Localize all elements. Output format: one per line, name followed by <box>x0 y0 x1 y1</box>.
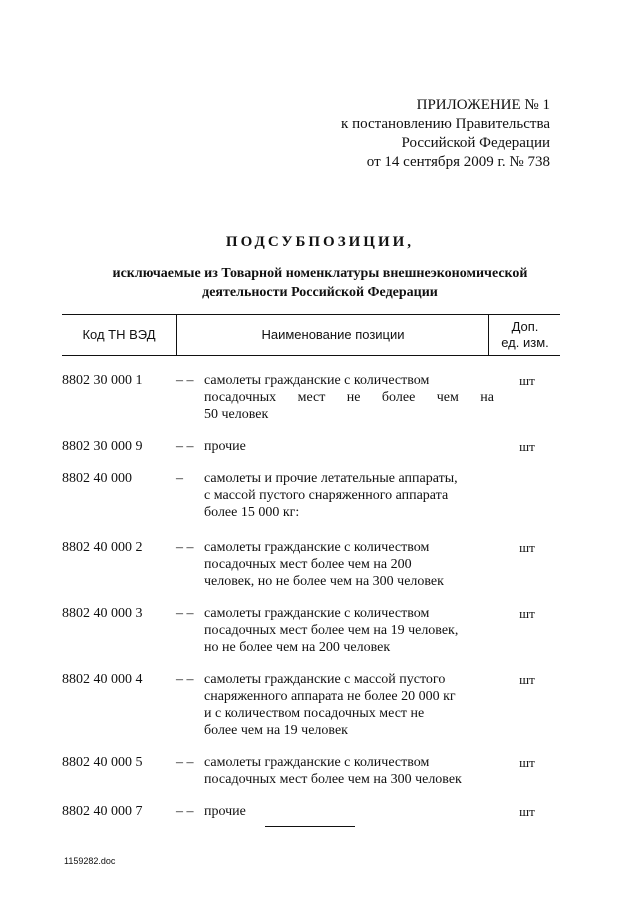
row-name <box>176 438 494 455</box>
table-row <box>62 470 560 521</box>
row-unit: шт <box>519 755 535 770</box>
row-name <box>176 671 494 739</box>
row-unit: шт <box>519 373 535 388</box>
row-name-line: посадочных мест более чем на 300 человек <box>204 772 462 787</box>
table-row <box>62 754 560 788</box>
row-unit: шт <box>519 439 535 454</box>
row-dash: – – <box>176 672 194 687</box>
row-name <box>176 754 494 788</box>
row-name <box>176 605 494 656</box>
row-name-line: самолеты и прочие летательные аппараты, <box>204 471 458 486</box>
row-name-line: более 15 000 кг: <box>204 505 300 520</box>
end-divider <box>265 826 355 827</box>
row-name-line: посадочных мест не более чем на <box>204 390 494 405</box>
row-name-line: самолеты гражданские с количеством <box>204 755 430 770</box>
row-name-line: снаряженного аппарата не более 20 000 кг <box>204 689 456 704</box>
row-name-text <box>204 470 494 521</box>
column-header-name: Наименование позиции <box>176 315 489 355</box>
row-name-text <box>204 438 494 455</box>
row-name <box>176 539 494 590</box>
appendix-date-number: от 14 сентября 2009 г. № 738 <box>366 154 550 170</box>
row-name <box>176 372 494 423</box>
row-unit: шт <box>519 606 535 621</box>
document-title: ПОДСУБПОЗИЦИИ, <box>225 234 415 250</box>
row-name-line: более чем на 19 человек <box>204 723 348 738</box>
row-name-line: и с количеством посадочных мест не <box>204 706 425 721</box>
appendix-ref-line: Российской Федерации <box>401 135 550 151</box>
table-row <box>62 605 560 656</box>
row-code: 8802 40 000 7 <box>62 804 143 819</box>
row-name-line: человек, но не более чем на 300 человек <box>204 574 444 589</box>
row-unit: шт <box>519 672 535 687</box>
row-name-text <box>204 605 494 656</box>
row-name-line: но не более чем на 200 человек <box>204 640 391 655</box>
row-unit: шт <box>519 540 535 555</box>
row-name-line: прочие <box>204 439 246 454</box>
table-row <box>62 803 560 820</box>
table-row <box>62 539 560 590</box>
row-name-line: 50 человек <box>204 407 269 422</box>
row-dash: – – <box>176 804 194 819</box>
row-dash: – – <box>176 373 194 388</box>
table-header <box>62 314 560 356</box>
row-name-line: самолеты гражданские с количеством <box>204 606 430 621</box>
subtitle-line: исключаемые из Товарной номенклатуры внешнеэкономической <box>112 266 528 281</box>
row-name-line: самолеты гражданские с массой пустого <box>204 672 446 687</box>
row-name-line: с массой пустого снаряженного аппарата <box>204 488 449 503</box>
subtitle-line: деятельности Российской Федерации <box>202 285 438 300</box>
row-name-text <box>204 803 494 820</box>
row-name <box>176 470 494 521</box>
table-row <box>62 372 560 423</box>
appendix-block <box>300 96 550 172</box>
row-name-text <box>204 754 494 788</box>
row-code: 8802 40 000 2 <box>62 540 143 555</box>
row-name-line: самолеты гражданские с количеством <box>204 540 430 555</box>
row-name-line: самолеты гражданские с количеством <box>204 373 430 388</box>
row-dash: – <box>176 471 183 486</box>
row-dash: – – <box>176 755 194 770</box>
row-name-text <box>204 372 494 423</box>
column-header-unit <box>488 315 561 355</box>
row-name-line: посадочных мест более чем на 19 человек, <box>204 623 459 638</box>
row-code: 8802 40 000 <box>62 471 132 486</box>
row-dash: – – <box>176 540 194 555</box>
row-name-text <box>204 671 494 739</box>
table-row <box>62 671 560 739</box>
column-header-unit-line: Доп. <box>511 319 539 334</box>
column-header-unit-line: ед. изм. <box>501 335 549 350</box>
row-dash: – – <box>176 439 194 454</box>
document-heading <box>0 232 640 302</box>
row-unit: шт <box>519 804 535 819</box>
row-name <box>176 803 494 820</box>
document-file-id: 1159282.doc <box>64 856 116 866</box>
appendix-ref-line: к постановлению Правительства <box>341 116 550 132</box>
table-body <box>62 372 560 835</box>
row-dash: – – <box>176 606 194 621</box>
row-name-line: прочие <box>204 804 246 819</box>
document-subtitle <box>0 264 640 302</box>
row-code: 8802 40 000 3 <box>62 606 143 621</box>
row-code: 8802 30 000 1 <box>62 373 143 388</box>
row-code: 8802 30 000 9 <box>62 439 143 454</box>
row-name-line: посадочных мест более чем на 200 <box>204 557 412 572</box>
row-code: 8802 40 000 4 <box>62 672 143 687</box>
row-name-text <box>204 539 494 590</box>
table-row <box>62 438 560 455</box>
row-code: 8802 40 000 5 <box>62 755 143 770</box>
appendix-title: ПРИЛОЖЕНИЕ № 1 <box>416 97 550 113</box>
column-header-code: Код ТН ВЭД <box>82 327 156 342</box>
